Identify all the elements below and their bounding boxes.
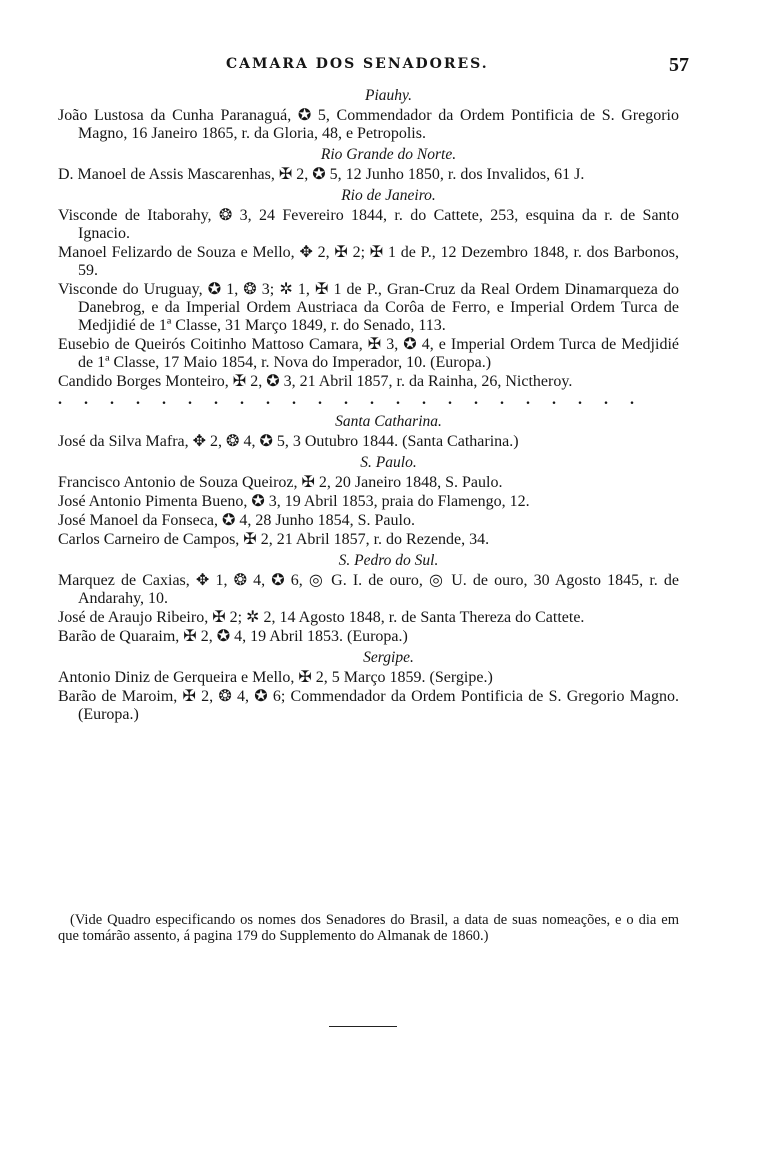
section-heading-s-paulo: S. Paulo.	[360, 454, 417, 471]
list-item: Eusebio de Queirós Coitinho Mattoso Camara, ✠ 3, ✪ 4, e Imperial Ordem Turca de Medjidié de 1ª Classe, 17 Maio 1854, r. Nova do Imperador, 10. (Europa.)	[58, 336, 679, 371]
section-heading-s-pedro-do-sul: S. Pedro do Sul.	[338, 552, 439, 569]
list-item: Marquez de Caxias, ✥ 1, ❂ 4, ✪ 6, ◎ G. I. de ouro, ◎ U. de ouro, 30 Agosto 1845, r. de Andarahy, 10.	[58, 572, 679, 607]
list-item: José Antonio Pimenta Bueno, ✪ 3, 19 Abril 1853, praia do Flamengo, 12.	[58, 493, 530, 510]
page-header	[0, 56, 757, 80]
list-item: João Lustosa da Cunha Paranaguá, ✪ 5, Commendador da Ordem Pontificia de S. Gregorio Magno, 16 Janeiro 1865, r. da Gloria, 48, e Petropolis.	[58, 107, 679, 142]
closing-rule	[329, 1026, 397, 1027]
list-item: José de Araujo Ribeiro, ✠ 2; ✲ 2, 14 Agosto 1848, r. de Santa Thereza do Cattete.	[58, 609, 585, 626]
section-heading-rio-de-janeiro: Rio de Janeiro.	[341, 187, 436, 204]
section-heading-piauhy: Piauhy.	[365, 87, 412, 104]
list-item: Visconde do Uruguay, ✪ 1, ❂ 3; ✲ 1, ✠ 1 de P., Gran-Cruz da Real Ordem Dinamarqueza do Danebrog, e da Imperial Ordem Austriaca da Corôa de Ferro, e Imperial Ordem Turca de Medjidié de 1ª Classe, 31 Março 1849, r. do Senado, 113.	[58, 281, 679, 334]
list-item: Candido Borges Monteiro, ✠ 2, ✪ 3, 21 Abril 1857, r. da Rainha, 26, Nictheroy.	[58, 373, 573, 390]
section-heading-santa-catharina: Santa Catharina.	[335, 413, 442, 430]
running-title: CAMARA DOS SENADORES.	[226, 56, 489, 72]
page-number: 57	[669, 54, 689, 76]
list-item: Antonio Diniz de Gerqueira e Mello, ✠ 2, 5 Março 1859. (Sergipe.)	[58, 669, 493, 686]
section-heading-rio-grande-do-norte: Rio Grande do Norte.	[320, 146, 457, 163]
list-item: José da Silva Mafra, ✥ 2, ❂ 4, ✪ 5, 3 Outubro 1844. (Santa Catharina.)	[58, 433, 519, 450]
section-heading-sergipe: Sergipe.	[363, 649, 414, 666]
list-item: Visconde de Itaborahy, ❂ 3, 24 Fevereiro 1844, r. do Cattete, 253, esquina da r. de Santo Ignacio.	[58, 207, 679, 242]
footnote-text: (Vide Quadro especificando os nomes dos Senadores do Brasil, a data de suas nomeações, e o dia em que tomárão assento, á pagina 179 do Supplemento do Almanak de 1860.)	[58, 912, 679, 944]
omission-dots: . . . . . . . . . . . . . . . . . . . . . . .	[58, 391, 643, 408]
list-item: D. Manoel de Assis Mascarenhas, ✠ 2, ✪ 5, 12 Junho 1850, r. dos Invalidos, 61 J.	[58, 166, 585, 183]
list-item: José Manoel da Fonseca, ✪ 4, 28 Junho 1854, S. Paulo.	[58, 512, 415, 529]
list-item: Francisco Antonio de Souza Queiroz, ✠ 2, 20 Janeiro 1848, S. Paulo.	[58, 474, 503, 491]
list-item: Barão de Quaraim, ✠ 2, ✪ 4, 19 Abril 1853. (Europa.)	[58, 628, 408, 645]
list-item: Carlos Carneiro de Campos, ✠ 2, 21 Abril 1857, r. do Rezende, 34.	[58, 531, 490, 548]
list-item: Manoel Felizardo de Souza e Mello, ✥ 2, ✠ 2; ✠ 1 de P., 12 Dezembro 1848, r. dos Barbonos, 59.	[58, 244, 679, 279]
footnote	[58, 912, 679, 944]
senators-list	[58, 84, 679, 725]
list-item: Barão de Maroim, ✠ 2, ❂ 4, ✪ 6; Commendador da Ordem Pontificia de S. Gregorio Magno. (Europa.)	[58, 688, 679, 723]
